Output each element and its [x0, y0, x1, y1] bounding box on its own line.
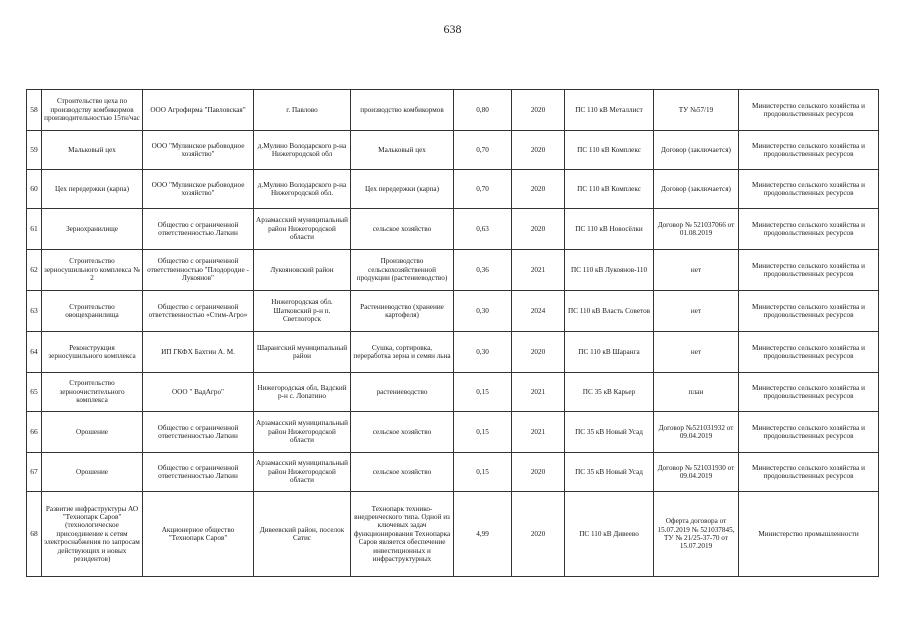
table-row: [27, 131, 879, 170]
company-name: Общество с ограниченной ответственностью Латкин: [143, 453, 254, 492]
project-purpose: Технопарк технико-внедренческого типа. Одной из ключевых задач функционирования Технопарка Саров является обеспечение инвестиционных и инфраструктурных: [351, 492, 454, 577]
substation-name: ПС 110 кВ Власть Советов: [565, 291, 654, 332]
row-number: 66: [27, 412, 42, 453]
project-location: Арзамасский муниципальный район Нижегородской области: [254, 412, 351, 453]
commission-year: 2020: [512, 90, 565, 131]
project-name: Строительство зерноочистительного комплекса: [42, 373, 143, 412]
project-purpose: Растениеводство (хранение картофеля): [351, 291, 454, 332]
ministry-name: Министерство промышленности: [739, 492, 879, 577]
project-location: Лукояновский район: [254, 250, 351, 291]
project-purpose: сельское хозяйство: [351, 453, 454, 492]
ministry-name: Министерство сельского хозяйства и продовольственных ресурсов: [739, 250, 879, 291]
project-location: Арзамасский муниципальный район Нижегородской области: [254, 453, 351, 492]
contract-info: Договор № 521037066 от 01.08.2019: [654, 209, 739, 250]
project-purpose: Мальковый цех: [351, 131, 454, 170]
ministry-name: Министерство сельского хозяйства и продовольственных ресурсов: [739, 332, 879, 373]
project-location: Шарангский муниципальный район: [254, 332, 351, 373]
company-name: Общество с ограниченной ответственностью «Стим-Агро»: [143, 291, 254, 332]
company-name: ООО "Мулинское рыбоводное хозяйство": [143, 170, 254, 209]
substation-name: ПС 110 кВ Комплекс: [565, 131, 654, 170]
company-name: ООО "Мулинское рыбоводное хозяйство": [143, 131, 254, 170]
commission-year: 2021: [512, 373, 565, 412]
project-purpose: Цех передержки (карпа): [351, 170, 454, 209]
project-name: Орошение: [42, 453, 143, 492]
company-name: ИП ГКФХ Бахтин А. М.: [143, 332, 254, 373]
project-purpose: растениеводство: [351, 373, 454, 412]
contract-info: нет: [654, 332, 739, 373]
table-row: [27, 412, 879, 453]
substation-name: ПС 110 кВ Металлист: [565, 90, 654, 131]
commission-year: 2021: [512, 250, 565, 291]
project-purpose: Сушка, сортировка, переработка зерна и семян льна: [351, 332, 454, 373]
table-row: [27, 492, 879, 577]
ministry-name: Министерство сельского хозяйства и продовольственных ресурсов: [739, 373, 879, 412]
substation-name: ПС 35 кВ Карьер: [565, 373, 654, 412]
power-value: 0,30: [454, 291, 512, 332]
substation-name: ПС 110 кВ Лукоянов-110: [565, 250, 654, 291]
project-location: Дивеевский район, поселок Сатис: [254, 492, 351, 577]
power-value: 0,63: [454, 209, 512, 250]
table-row: [27, 209, 879, 250]
project-name: Строительство цеха по производству комбикормов производительностью 15тн/час: [42, 90, 143, 131]
table-row: [27, 90, 879, 131]
project-location: д.Мулино Володарского р-на Нижегородской обл.: [254, 170, 351, 209]
projects-table: [26, 89, 879, 577]
row-number: 60: [27, 170, 42, 209]
project-name: Орошение: [42, 412, 143, 453]
table-row: [27, 170, 879, 209]
project-purpose: сельское хозяйство: [351, 209, 454, 250]
project-purpose: производство комбикормов: [351, 90, 454, 131]
ministry-name: Министерство сельского хозяйства и продовольственных ресурсов: [739, 131, 879, 170]
contract-info: нет: [654, 291, 739, 332]
project-location: Нижегородская обл, Вадский р-н с. Лопатино: [254, 373, 351, 412]
row-number: 64: [27, 332, 42, 373]
project-name: Мальковый цех: [42, 131, 143, 170]
substation-name: ПС 110 кВ Комплекс: [565, 170, 654, 209]
power-value: 4,99: [454, 492, 512, 577]
row-number: 62: [27, 250, 42, 291]
table-row: [27, 250, 879, 291]
power-value: 0,15: [454, 412, 512, 453]
project-location: г. Павлово: [254, 90, 351, 131]
project-name: Строительство овощехранилища: [42, 291, 143, 332]
project-name: Развитие инфраструктуры АО "Технопарк Саров" (технологическое присоединение к сетям электроснабжения по запросам действующих и новых резидентов): [42, 492, 143, 577]
contract-info: ТУ №57/19: [654, 90, 739, 131]
table-body: [27, 90, 879, 577]
substation-name: ПС 110 кВ Новосёлки: [565, 209, 654, 250]
commission-year: 2021: [512, 412, 565, 453]
commission-year: 2020: [512, 453, 565, 492]
power-value: 0,70: [454, 170, 512, 209]
company-name: Общество с ограниченной ответственностью "Плодородие - Лукоянов": [143, 250, 254, 291]
commission-year: 2020: [512, 209, 565, 250]
power-value: 0,15: [454, 373, 512, 412]
company-name: Общество с ограниченной ответственностью Латкин: [143, 209, 254, 250]
power-value: 0,30: [454, 332, 512, 373]
company-name: Акционерное общество "Технопарк Саров": [143, 492, 254, 577]
commission-year: 2020: [512, 332, 565, 373]
substation-name: ПС 110 кВ Дивеево: [565, 492, 654, 577]
row-number: 59: [27, 131, 42, 170]
ministry-name: Министерство сельского хозяйства и продовольственных ресурсов: [739, 90, 879, 131]
company-name: ООО " ВадАгро": [143, 373, 254, 412]
ministry-name: Министерство сельского хозяйства и продовольственных ресурсов: [739, 412, 879, 453]
row-number: 65: [27, 373, 42, 412]
commission-year: 2020: [512, 492, 565, 577]
power-value: 0,15: [454, 453, 512, 492]
substation-name: ПС 35 кВ Новый Усад: [565, 412, 654, 453]
power-value: 0,36: [454, 250, 512, 291]
row-number: 58: [27, 90, 42, 131]
contract-info: нет: [654, 250, 739, 291]
substation-name: ПС 110 кВ Шаранга: [565, 332, 654, 373]
project-name: Цех передержки (карпа): [42, 170, 143, 209]
row-number: 68: [27, 492, 42, 577]
contract-info: Договор № 521031930 от 09.04.2019: [654, 453, 739, 492]
ministry-name: Министерство сельского хозяйства и продовольственных ресурсов: [739, 291, 879, 332]
project-location: Арзамасский муниципальный район Нижегородской области: [254, 209, 351, 250]
project-name: Строительство зерносушильного комплекса № 2: [42, 250, 143, 291]
ministry-name: Министерство сельского хозяйства и продовольственных ресурсов: [739, 170, 879, 209]
contract-info: Договор (заключается): [654, 170, 739, 209]
company-name: ООО Агрофирма "Павловская": [143, 90, 254, 131]
row-number: 63: [27, 291, 42, 332]
company-name: Общество с ограниченной ответственностью Латкин: [143, 412, 254, 453]
table-row: [27, 373, 879, 412]
commission-year: 2024: [512, 291, 565, 332]
power-value: 0,70: [454, 131, 512, 170]
project-location: Нижегородская обл. Шатковский р-н п. Светлогорск: [254, 291, 351, 332]
row-number: 61: [27, 209, 42, 250]
project-location: д.Мулино Володарского р-на Нижегородской обл: [254, 131, 351, 170]
table-row: [27, 332, 879, 373]
power-value: 0,80: [454, 90, 512, 131]
page-number: 638: [443, 22, 462, 36]
project-name: Реконструкция зерносушильного комплекса: [42, 332, 143, 373]
project-purpose: сельское хозяйство: [351, 412, 454, 453]
commission-year: 2020: [512, 131, 565, 170]
contract-info: Договор №521031932 от 09.04.2019: [654, 412, 739, 453]
table-row: [27, 453, 879, 492]
project-name: Зернохранилище: [42, 209, 143, 250]
row-number: 67: [27, 453, 42, 492]
table-row: [27, 291, 879, 332]
project-purpose: Производство сельскохозяйственной продукции (растениеводство): [351, 250, 454, 291]
contract-info: Оферта договора от 15.07.2019 № 521037845, ТУ № 21/25-37-70 от 15.07.2019: [654, 492, 739, 577]
contract-info: Договор (заключается): [654, 131, 739, 170]
substation-name: ПС 35 кВ Новый Усад: [565, 453, 654, 492]
ministry-name: Министерство сельского хозяйства и продовольственных ресурсов: [739, 209, 879, 250]
contract-info: план: [654, 373, 739, 412]
commission-year: 2020: [512, 170, 565, 209]
ministry-name: Министерство сельского хозяйства и продовольственных ресурсов: [739, 453, 879, 492]
